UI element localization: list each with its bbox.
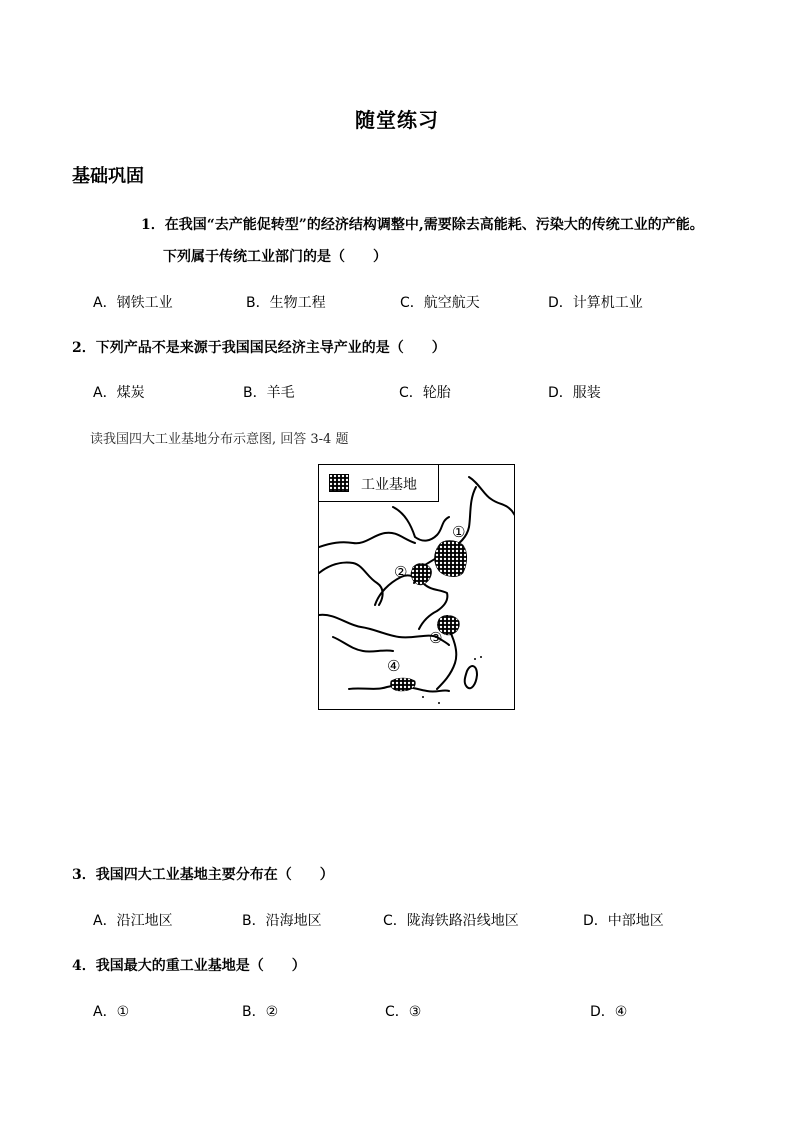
- question-3-stem: 3．我国四大工业基地主要分布在（ ）: [72, 867, 334, 883]
- question-2-option-c[interactable]: C．轮胎: [399, 385, 451, 401]
- question-2-option-a[interactable]: A．煤炭: [93, 385, 145, 401]
- question-3-option-a[interactable]: A．沿江地区: [93, 913, 173, 929]
- question-3-option-b[interactable]: B．沿海地区: [242, 913, 322, 929]
- taiwan-outline: [465, 666, 477, 688]
- north-china-line: [319, 533, 415, 547]
- map-marker-4: ④: [387, 657, 401, 675]
- map-marker-3: ③: [429, 629, 443, 647]
- map-caption: 读我国四大工业基地分布示意图, 回答 3-4 题: [90, 432, 349, 447]
- question-3-option-c[interactable]: C．陇海铁路沿线地区: [383, 913, 519, 929]
- industrial-base-4-area: [390, 678, 415, 691]
- question-2-stem: 2．下列产品不是来源于我国国民经济主导产业的是（ ）: [72, 340, 446, 356]
- question-1-option-d[interactable]: D．计算机工业: [548, 295, 643, 311]
- industrial-base-1-area: [435, 541, 467, 577]
- question-4-option-d[interactable]: D．④: [590, 1004, 628, 1020]
- question-1-stem-line1: 1．在我国“去产能促转型”的经济结构调整中,需要除去高能耗、污染大的传统工业的产能。: [141, 217, 704, 233]
- question-1-stem-line2: 下列属于传统工业部门的是（ ）: [163, 249, 387, 265]
- industrial-base-2-area: [411, 563, 432, 585]
- question-2-option-d[interactable]: D．服装: [548, 385, 601, 401]
- yellow-river-line: [319, 562, 383, 605]
- page-title: 随堂练习: [355, 108, 439, 132]
- question-4-option-c[interactable]: C．③: [385, 1004, 422, 1020]
- north-border-line: [469, 477, 515, 517]
- question-4-stem: 4．我国最大的重工业基地是（ ）: [72, 958, 306, 974]
- map-marker-2: ②: [394, 563, 408, 581]
- question-2-option-b[interactable]: B．羊毛: [243, 385, 295, 401]
- industrial-base-map: [318, 464, 515, 710]
- question-1-option-b[interactable]: B．生物工程: [246, 295, 326, 311]
- map-marker-1: ①: [452, 523, 466, 541]
- question-1-option-a[interactable]: A．钢铁工业: [93, 295, 173, 311]
- question-4-option-b[interactable]: B．②: [242, 1004, 279, 1020]
- map-legend: [319, 465, 439, 502]
- question-4-option-a[interactable]: A．①: [93, 1004, 130, 1020]
- question-3-option-d[interactable]: D．中部地区: [583, 913, 664, 929]
- shandong-coast-line: [375, 575, 447, 629]
- industrial-base-swatch-icon: [329, 474, 349, 492]
- map-legend-label: 工业基地: [361, 477, 417, 493]
- section-heading: 基础巩固: [72, 166, 144, 187]
- inland-line: [333, 637, 393, 652]
- question-1-option-c[interactable]: C．航空航天: [400, 295, 480, 311]
